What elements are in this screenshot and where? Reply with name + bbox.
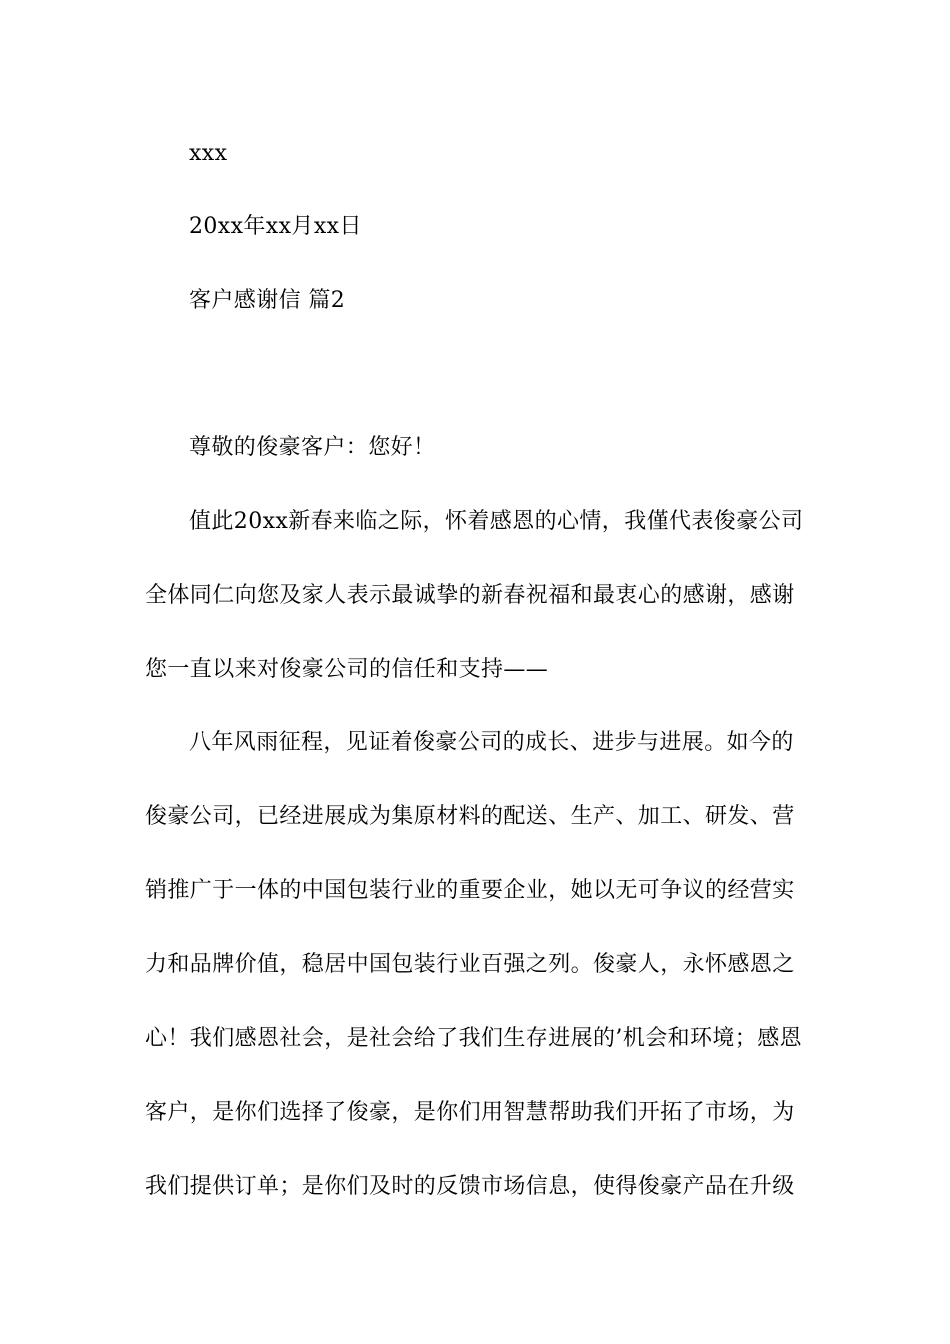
letter-date: 20xx年xx月xx日 (189, 214, 362, 239)
signature: xxx (189, 141, 228, 166)
body-line: 销推广于一体的中国包装行业的重要企业，她以无可争议的经营实 (145, 878, 795, 903)
body-line: 俊豪公司，已经进展成为集原材料的配送、生产、加工、研发、营 (145, 804, 795, 829)
body-line: 我们提供订单；是你们及时的反馈市场信息，使得俊豪产品在升级 (145, 1174, 795, 1199)
body-line: 心！我们感恩社会，是社会给了我们生存进展的’机会和环境；感恩 (145, 1026, 802, 1051)
body-line: 客户，是你们选择了俊豪，是你们用智慧帮助我们开拓了市场，为 (145, 1100, 795, 1125)
section-heading: 客户感谢信 篇2 (189, 288, 346, 313)
body-line: 力和品牌价值，稳居中国包装行业百强之列。俊豪人，永怀感恩之 (145, 952, 795, 977)
salutation: 尊敬的俊豪客户：您好！ (189, 435, 436, 460)
body-line: 八年风雨征程，见证着俊豪公司的成长、进步与进展。如今的 (189, 730, 794, 755)
body-line: 您一直以来对俊豪公司的信任和支持—— (145, 657, 549, 682)
body-line: 全体同仁向您及家人表示最诚挚的新春祝福和最衷心的感谢，感谢 (145, 583, 795, 608)
body-line: 值此20xx新春来临之际，怀着感恩的心情，我僅代表俊豪公司 (189, 509, 804, 534)
